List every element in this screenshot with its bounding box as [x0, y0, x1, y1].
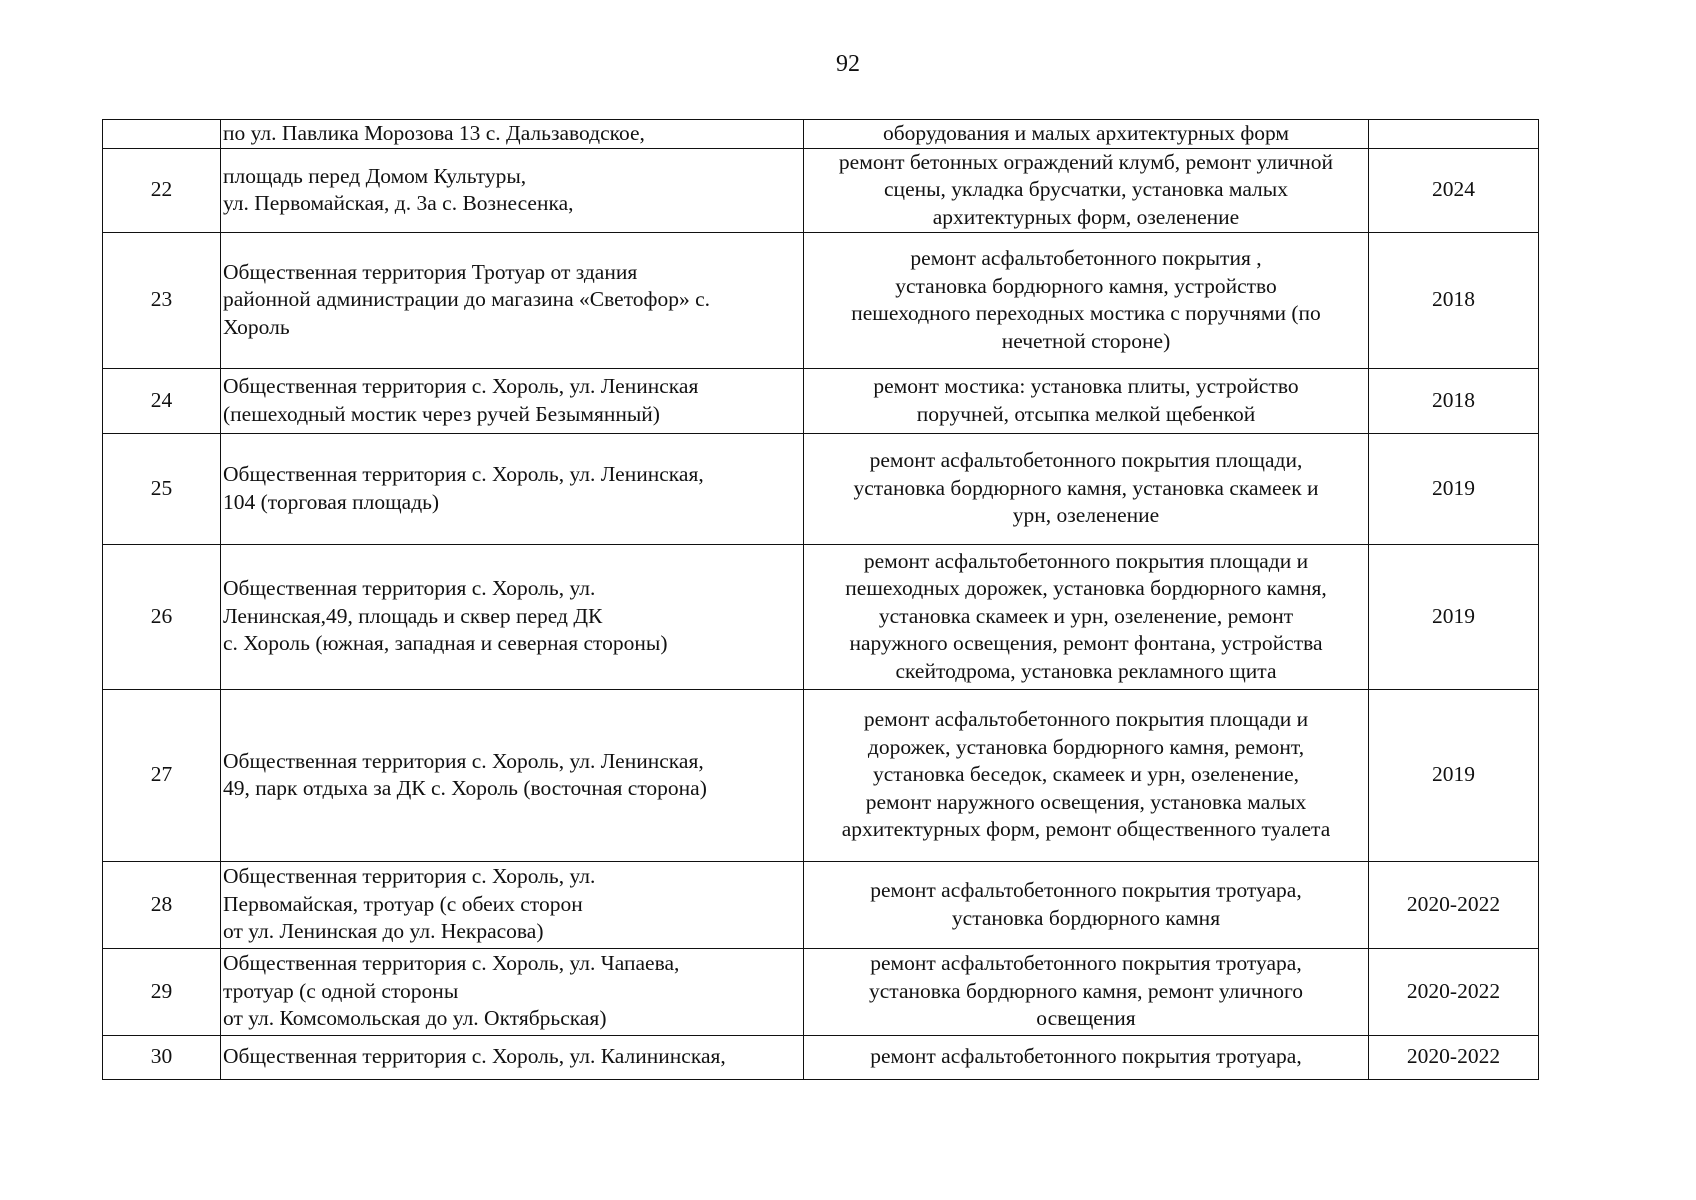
- row-number: 26: [103, 544, 221, 689]
- work-description-line: пешеходного переходных мостика с поручнями (по: [851, 301, 1321, 325]
- work-description-line: ремонт асфальтобетонного покрытия площади,: [869, 448, 1303, 473]
- territory-name-cell: [221, 1035, 804, 1079]
- table-row: [103, 1035, 1539, 1079]
- work-description-line: ремонт асфальтобетонного покрытия тротуара,: [870, 951, 1302, 976]
- territory-name-line: Общественная территория с. Хороль, ул.: [223, 864, 596, 889]
- year-cell: 2018: [1369, 232, 1539, 368]
- territory-name-line: Хороль: [223, 314, 290, 339]
- year-cell: 2020-2022: [1369, 1035, 1539, 1079]
- work-description-line: ремонт бетонных ограждений клумб, ремонт уличной: [838, 149, 1334, 174]
- work-description-line: установка бордюрного камня: [951, 905, 1221, 930]
- work-description-cell: [804, 232, 1369, 368]
- work-description-line: поручней, отсыпка мелкой щебенкой: [916, 401, 1256, 426]
- work-description-line: сцены, укладка брусчатки, установка малых: [884, 177, 1288, 202]
- territory-name-line: 49, парк отдыха за ДК с. Хороль (восточная сторона): [223, 776, 707, 800]
- table-row: [103, 368, 1539, 433]
- year-cell: 2024: [1369, 148, 1539, 232]
- year-cell: 2020-2022: [1369, 861, 1539, 948]
- territories-table: [102, 119, 1539, 1080]
- row-number: 22: [103, 148, 221, 232]
- territory-name-line: Ленинская,49, площадь и сквер перед ДК: [223, 603, 603, 628]
- year-cell: 2020-2022: [1369, 948, 1539, 1035]
- work-description-line: оборудования и малых архитектурных форм: [882, 121, 1290, 145]
- year-cell: [1369, 120, 1539, 149]
- territory-name-line: от ул. Комсомольская до ул. Октябрьская): [223, 1006, 607, 1031]
- work-description-line: ремонт мостика: установка плиты, устройство: [873, 374, 1299, 398]
- territory-name-cell: [221, 120, 804, 149]
- work-description-line: скейтодрома, установка рекламного щита: [895, 658, 1277, 683]
- row-number: 29: [103, 948, 221, 1035]
- table-row: [103, 433, 1539, 544]
- work-description-line: освещения: [1036, 1006, 1136, 1031]
- territories-table-body: [103, 120, 1539, 1080]
- work-description-cell: [804, 861, 1369, 948]
- row-number: 24: [103, 368, 221, 433]
- work-description-line: установка бордюрного камня, устройство: [895, 273, 1277, 298]
- table-row: [103, 148, 1539, 232]
- work-description-line: пешеходных дорожек, установка бордюрного камня,: [845, 576, 1327, 601]
- row-number: 23: [103, 232, 221, 368]
- row-number: 30: [103, 1035, 221, 1079]
- territory-name-cell: [221, 368, 804, 433]
- territory-name-line: ул. Первомайская, д. 3а с. Вознесенка,: [223, 191, 574, 215]
- territory-name-line: Общественная территория с. Хороль, ул. Ленинская,: [223, 748, 704, 773]
- row-number: 25: [103, 433, 221, 544]
- territory-name-line: Общественная территория с. Хороль, ул. Калининская,: [223, 1044, 726, 1069]
- work-description-cell: [804, 148, 1369, 232]
- work-description-line: архитектурных форм, озеленение: [932, 204, 1240, 229]
- work-description-cell: [804, 368, 1369, 433]
- row-number: 27: [103, 689, 221, 861]
- territory-name-line: Общественная территория с. Хороль, ул. Ленинская: [223, 374, 699, 398]
- work-description-cell: [804, 1035, 1369, 1079]
- work-description-line: ремонт асфальтобетонного покрытия ,: [910, 246, 1262, 270]
- page-number: 92: [836, 51, 860, 77]
- territory-name-line: Общественная территория с. Хороль, ул. Ленинская,: [223, 462, 704, 486]
- work-description-line: ремонт асфальтобетонного покрытия тротуара,: [870, 878, 1302, 902]
- work-description-line: дорожек, установка бордюрного камня, ремонт,: [867, 734, 1305, 759]
- work-description-cell: [804, 948, 1369, 1035]
- territory-name-cell: [221, 232, 804, 368]
- territory-name-line: Общественная территория с. Хороль, ул.: [223, 576, 596, 601]
- territory-name-cell: [221, 689, 804, 861]
- work-description-cell: [804, 433, 1369, 544]
- territory-name-line: площадь перед Домом Культуры,: [223, 163, 527, 188]
- territory-name-line: районной администрации до магазина «Светофор» с.: [223, 287, 711, 312]
- territory-name-line: Общественная территория Тротуар от здания: [223, 259, 638, 284]
- work-description-line: наружного освещения, ремонт фонтана, устройства: [849, 631, 1323, 656]
- work-description-line: установка бордюрного камня, установка скамеек и: [853, 475, 1319, 500]
- territory-name-line: с. Хороль (южная, западная и северная стороны): [223, 631, 668, 656]
- row-number: 28: [103, 861, 221, 948]
- table-row: [103, 120, 1539, 149]
- territory-name-cell: [221, 861, 804, 948]
- territory-name-line: по ул. Павлика Морозова 13 с. Дальзаводское,: [223, 121, 645, 145]
- territory-name-cell: [221, 148, 804, 232]
- table-row: [103, 689, 1539, 861]
- work-description-line: ремонт наружного освещения, установка малых: [865, 789, 1307, 814]
- work-description-line: нечетной стороне): [1001, 328, 1171, 353]
- territory-name-line: Первомайская, тротуар (с обеих сторон: [223, 891, 583, 916]
- work-description-line: установка скамеек и урн, озеленение, ремонт: [878, 603, 1294, 628]
- year-cell: 2018: [1369, 368, 1539, 433]
- territory-name-line: Общественная территория с. Хороль, ул. Чапаева,: [223, 951, 680, 976]
- work-description-cell: [804, 544, 1369, 689]
- work-description-line: ремонт асфальтобетонного покрытия площади и: [863, 707, 1309, 732]
- work-description-cell: [804, 120, 1369, 149]
- territory-name-cell: [221, 544, 804, 689]
- table-row: [103, 544, 1539, 689]
- work-description-line: установка бордюрного камня, ремонт уличного: [869, 978, 1303, 1003]
- work-description-line: ремонт асфальтобетонного покрытия площади и: [863, 548, 1309, 573]
- work-description-line: установка беседок, скамеек и урн, озеленение,: [872, 762, 1299, 787]
- territory-name-line: тротуар (с одной стороны: [223, 978, 459, 1003]
- work-description-line: ремонт асфальтобетонного покрытия тротуара,: [870, 1044, 1302, 1069]
- territory-name-line: от ул. Ленинская до ул. Некрасова): [223, 919, 544, 944]
- territory-name-line: (пешеходный мостик через ручей Безымянный): [223, 401, 660, 426]
- year-cell: 2019: [1369, 544, 1539, 689]
- row-number: [103, 120, 221, 149]
- year-cell: 2019: [1369, 689, 1539, 861]
- work-description-cell: [804, 689, 1369, 861]
- territory-name-cell: [221, 433, 804, 544]
- work-description-line: архитектурных форм, ремонт общественного туалета: [841, 817, 1331, 842]
- year-cell: 2019: [1369, 433, 1539, 544]
- territory-name-cell: [221, 948, 804, 1035]
- table-row: [103, 232, 1539, 368]
- work-description-line: урн, озеленение: [1012, 503, 1160, 528]
- table-row: [103, 861, 1539, 948]
- table-row: [103, 948, 1539, 1035]
- territory-name-line: 104 (торговая площадь): [223, 489, 440, 514]
